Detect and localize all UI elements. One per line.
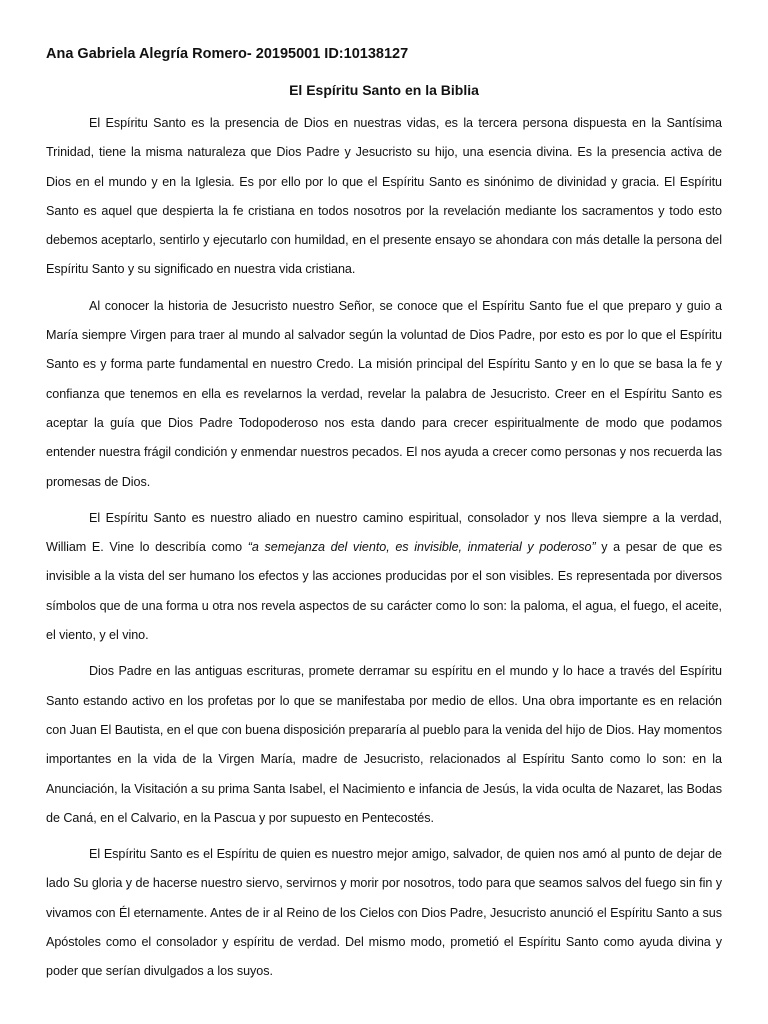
paragraph-4: Dios Padre en las antiguas escrituras, promete derramar su espíritu en el mundo y lo hace a través del Espíritu Santo estando activo en los profetas por lo que se manifestaba por medio de ellos. Una obra importante es en relación con Juan El Bautista, en el que con buena disposición prepararía al pueblo para la venida del hijo de Dios. Hay momentos importantes en la vida de la Virgen María, madre de Jesucristo, relacionados al Espíritu Santo como lo son: en la Anunciación, la Visitación a su prima Santa Isabel, el Nacimiento e infancia de Jesús, la vida oculta de Nazaret, las Bodas de Caná, en el Calvario, en la Pascua y por supuesto en Pentecostés. bbox=[46, 664, 722, 825]
document-page bbox=[46, 44, 722, 994]
paragraph-2: Al conocer la historia de Jesucristo nuestro Señor, se conoce que el Espíritu Santo fue el que preparo y guio a María siempre Virgen para traer al mundo al salvador según la voluntad de Dios Padre, por esto es por lo que el Espíritu Santo es y forma parte fundamental en nuestro Credo. La misión principal del Espíritu Santo y en lo que se basa la fe y confianza que tenemos en ella es revelarnos la verdad, revelar la palabra de Jesucristo. Creer en el Espíritu Santo es aceptar la guía que Dios Padre Todopoderoso nos esta dando para crecer espiritualmente de modo que podamos entender nuestra frágil condición y enmendar nuestros pecados. El nos ayuda a crecer como personas y nos recuerda las promesas de Dios. bbox=[46, 298, 722, 489]
paragraph-3 bbox=[46, 504, 722, 650]
author-line: Ana Gabriela Alegría Romero- 20195001 ID:10138127 bbox=[46, 46, 409, 62]
vine-quote: “a semejanza del viento, es invisible, inmaterial y poderoso” bbox=[247, 540, 596, 555]
document-body bbox=[46, 109, 722, 987]
paragraph-3-text-after: y a pesar de que es invisible a la vista del ser humano los efectos y las acciones producidas por el son visibles. Es representada por diversos símbolos que de una forma u otra nos revela aspectos de su carácter como lo son: la paloma, el agua, el fuego, el aceite, el viento, y el vino. bbox=[46, 540, 722, 643]
paragraph-1: El Espíritu Santo es la presencia de Dios en nuestras vidas, es la tercera persona dispuesta en la Santísima Trinidad, tiene la misma naturaleza que Dios Padre y Jesucristo su hijo, una esencia divina. Es la presencia activa de Dios en el mundo y en la Iglesia. Es por ello por lo que el Espíritu Santo es sinónimo de divinidad y gracia. El Espíritu Santo es aquel que despierta la fe cristiana en todos nosotros por la revelación mediante los sacramentos y todo esto debemos aceptarlo, sentirlo y ejecutarlo con humildad, en el presente ensayo se ahondara con más detalle la persona del Espíritu Santo y su significado en nuestra vida cristiana. bbox=[46, 116, 722, 277]
paragraph-3-text-before: El Espíritu Santo es nuestro aliado en nuestro camino espiritual, consolador y nos lleva siempre a la verdad, William E. Vine lo describía como bbox=[46, 510, 722, 555]
document-title: El Espíritu Santo en la Biblia bbox=[289, 82, 479, 98]
paragraph-5: El Espíritu Santo es el Espíritu de quien es nuestro mejor amigo, salvador, de quien nos amó al punto de dejar de lado Su gloria y de hacerse nuestro siervo, servirnos y morir por nosotros, todo para que seamos salvos del fuego sin fin y vivamos con Él eternamente. Antes de ir al Reino de los Cielos con Dios Padre, Jesucristo anunció el Espíritu Santo a sus Apóstoles como el consolador y espíritu de verdad. Del mismo modo, prometió el Espíritu Santo como ayuda divina y poder que serían divulgados a los suyos. bbox=[46, 847, 722, 979]
